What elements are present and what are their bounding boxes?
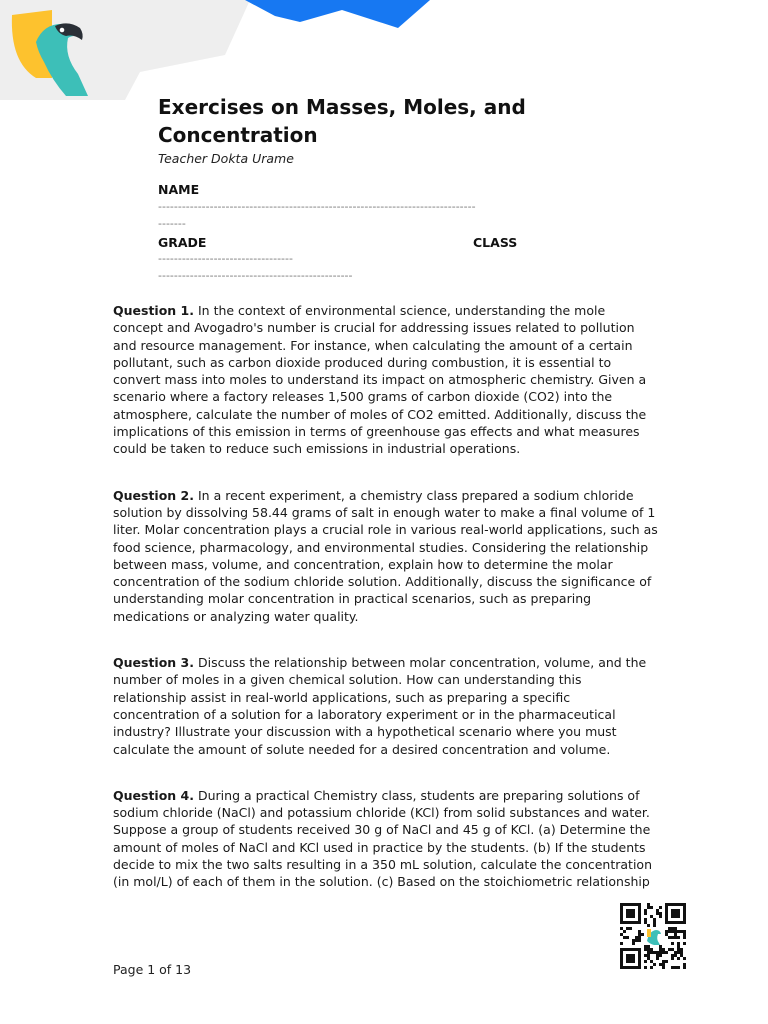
qr-code-icon <box>620 903 686 969</box>
question-2-label: Question 2. <box>113 487 194 503</box>
question-4-label: Question 4. <box>113 787 194 803</box>
question-1-label: Question 1. <box>113 303 194 318</box>
question-2 <box>113 487 658 625</box>
grade-label: GRADE <box>158 235 207 250</box>
name-label: NAME <box>158 182 200 197</box>
question-3-label: Question 3. <box>113 655 194 671</box>
question-1-text: In the context of environmental science, understanding the mole concept and Avogadro's number is crucial for addressing issues related to pollution and resource management. For instance, when calculating the amount of a certain pollutant, such as carbon dioxide produced during combustion, it is essential to convert mass into moles to understand its impact on atmospheric chemistry. Given a scenario where a factory releases 1,500 grams of carbon dioxide (CO2) into the atmosphere, calculate the number of moles of CO2 emitted. Additionally, discuss the implications of this emission in terms of greenhouse gas effects and what measures could be taken to reduce such emissions in industrial operations. <box>113 303 647 457</box>
blue-ribbon-shape <box>245 0 430 28</box>
title-line-2: Concentration <box>158 123 318 147</box>
title-line-1: Exercises on Masses, Moles, and <box>158 95 526 119</box>
name-blank-line-continued: ------- <box>158 217 186 230</box>
grade-blank-line: ---------------------------------- <box>158 252 293 265</box>
page-number: Page 1 of 13 <box>113 962 192 977</box>
question-4 <box>113 787 658 891</box>
question-4-text: During a practical Chemistry class, students are preparing solutions of sodium chloride (NaCl) and potassium chloride (KCl) from solid substances and water. Suppose a group of students received 30 g of NaCl and 45 g of KCl. (a) Determine the amount of moles of NaCl and KCl used in practice by the students. (b) If the students decide to mix the two salts resulting in a 350 mL solution, calculate the concentration (in mol/L) of each of them in the solution. (c) Based on the stoichiometric relationship <box>113 787 652 890</box>
document-title <box>158 93 678 149</box>
question-2-text: In a recent experiment, a chemistry class prepared a sodium chloride solution by dissolving 58.44 grams of salt in enough water to make a final volume of 1 liter. Molar concentration plays a crucial role in various real-world applications, such as food science, pharmacology, and environmental studies. Considering the relationship between mass, volume, and concentration, explain how to determine the molar concentration of the sodium chloride solution. Additionally, discuss the significance of understanding molar concentration in practical scenarios, such as preparing medications or analyzing water quality. <box>113 487 658 624</box>
author-name: Teacher Dokta Urame <box>158 151 294 166</box>
name-blank-line: -------------------------------------------------------------------------------- <box>158 200 476 213</box>
header-decoration <box>0 0 768 100</box>
class-label: CLASS <box>473 235 518 250</box>
question-3-text: Discuss the relationship between molar concentration, volume, and the number of moles in a given chemical solution. How can understanding this relationship assist in real-world applications, such as preparing a specific concentration of a solution for a laboratory experiment or in the pharmaceutical industry? Illustrate your discussion with a hypothetical scenario where you must calculate the amount of solute needed for a desired concentration and volume. <box>113 655 647 757</box>
question-list <box>113 302 658 920</box>
question-1 <box>113 302 658 458</box>
class-blank-line: ------------------------------------------------- <box>158 269 353 282</box>
document-header <box>158 93 678 166</box>
question-3 <box>113 654 658 758</box>
